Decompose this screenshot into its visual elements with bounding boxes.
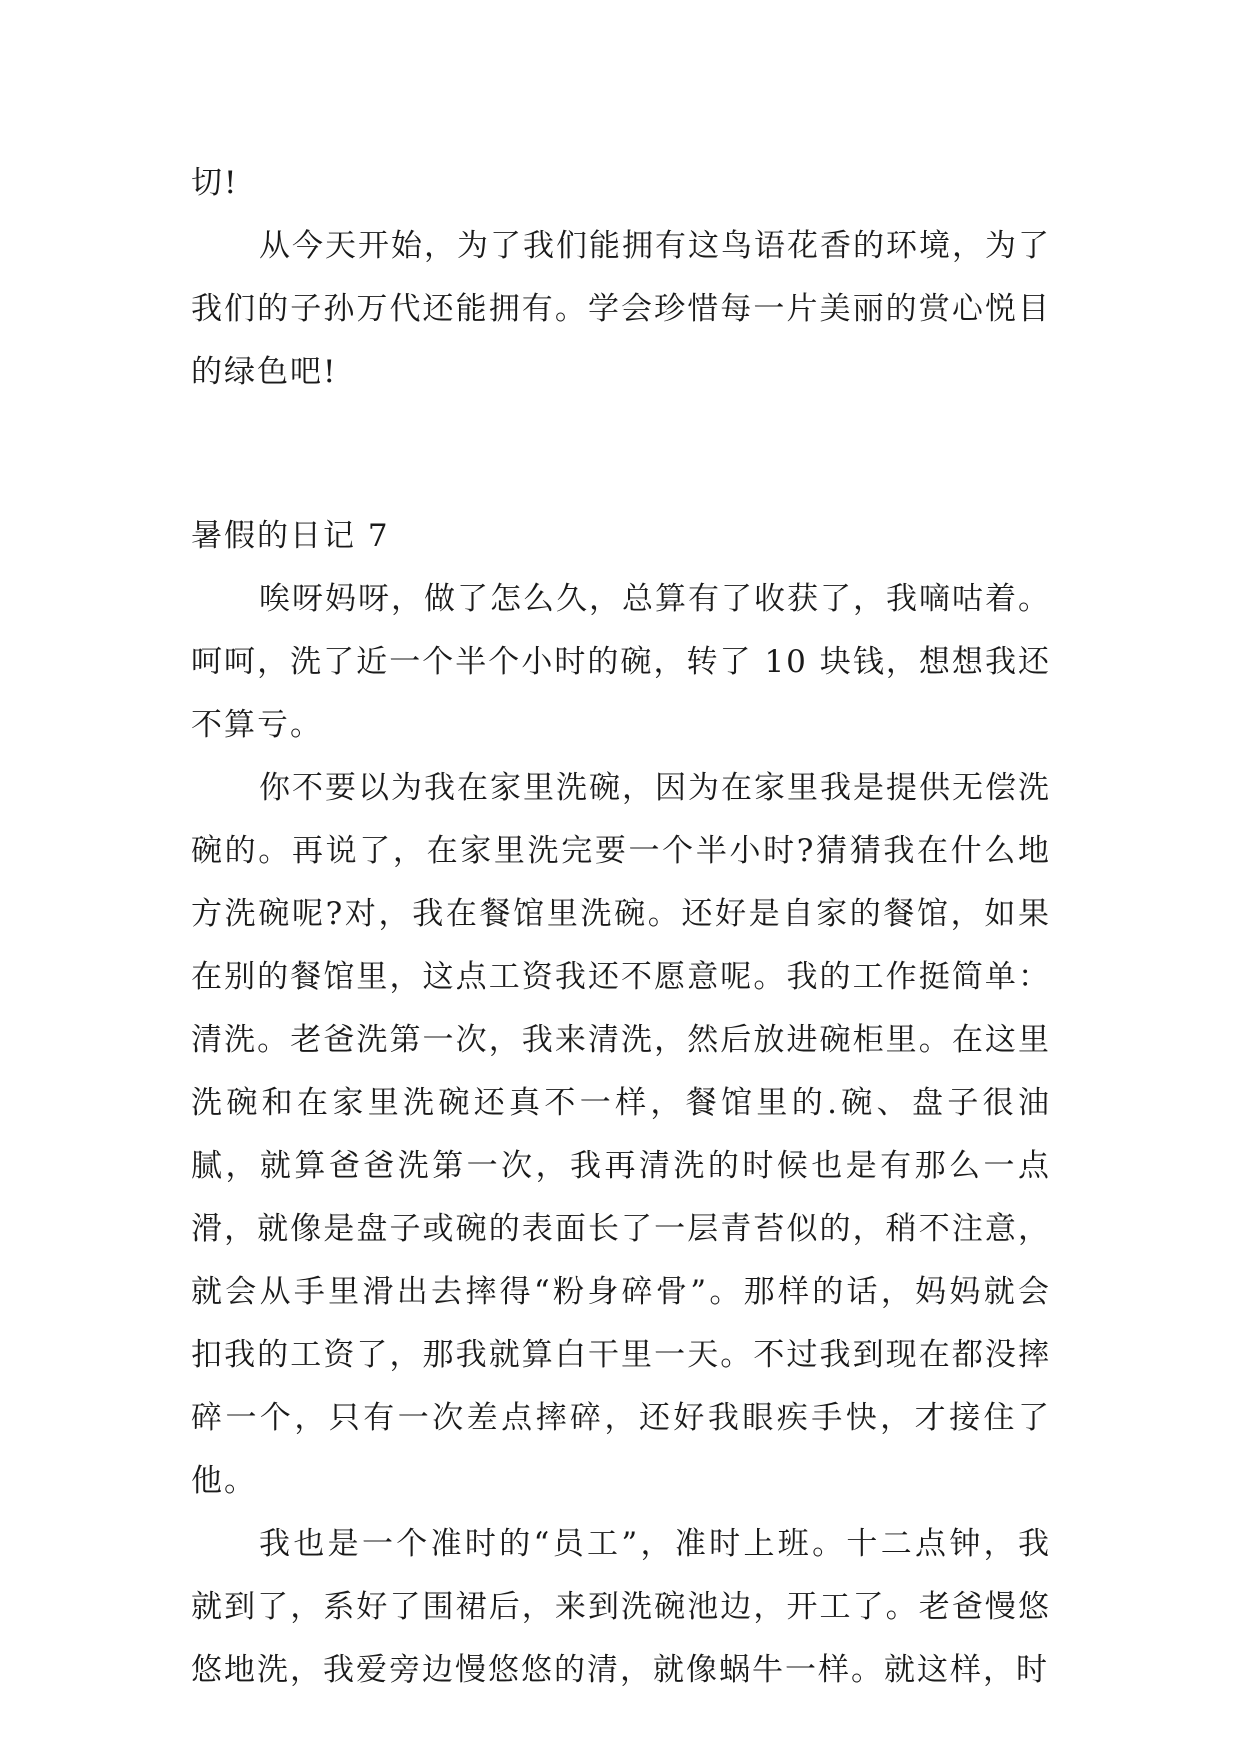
article-paragraph-3: 我也是一个准时的“员工”，准时上班。十二点钟，我就到了，系好了围裙后，来到洗碗池边，开工了。老爸慢悠悠地洗，我爱旁边慢悠悠的清，就像蜗牛一样。就这样，时 xyxy=(191,1526,1051,1688)
article-paragraph-2: 你不要以为我在家里洗碗，因为在家里我是提供无偿洗碗的。再说了，在家里洗完要一个半小时?猜猜我在什么地方洗碗呢?对，我在餐馆里洗碗。还好是自家的餐馆，如果在别的餐馆里，这点工资我还不愿意呢。我的工作挺简单：清洗。老爸洗第一次，我来清洗，然后放进碗柜里。在这里洗碗和在家里洗碗还真不一样，餐馆里的.碗、盘子很油腻，就算爸爸洗第一次，我再清洗的时候也是有那么一点滑，就像是盘子或碗的表面长了一层青苔似的，稍不注意，就会从手里滑出去摔得“粉身碎骨”。那样的话，妈妈就会扣我的工资了，那我就算白干里一天。不过我到现在都没摔碎一个，只有一次差点摔碎，还好我眼疾手快，才接住了他。 xyxy=(191,770,1051,1499)
previous-article-ending xyxy=(191,152,1051,404)
closing-paragraph: 从今天开始，为了我们能拥有这鸟语花香的环境，为了我们的子孙万代还能拥有。学会珍惜每一片美丽的赏心悦目的绿色吧! xyxy=(191,228,1051,390)
article-paragraph-1: 唉呀妈呀，做了怎么久，总算有了收获了，我嘀咕着。呵呵，洗了近一个半个小时的碗，转了 10 块钱，想想我还不算亏。 xyxy=(191,581,1051,743)
article-title: 暑假的日记 7 xyxy=(191,518,390,554)
continuation-line: 切! xyxy=(191,165,239,201)
diary-article xyxy=(191,505,1051,1702)
